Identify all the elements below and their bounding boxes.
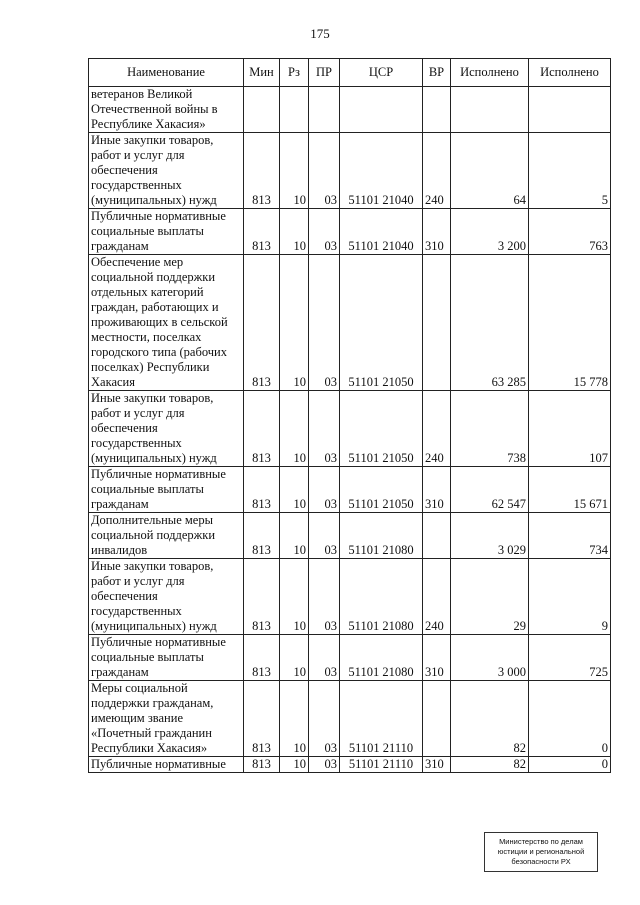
cell-min: 813 bbox=[244, 133, 280, 209]
cell-executed-2: 725 bbox=[529, 635, 611, 681]
cell-csr: 51101 21050 bbox=[340, 391, 423, 467]
cell-pr: 03 bbox=[309, 559, 340, 635]
cell-name: Дополнительные меры социальной поддержки инвалидов bbox=[89, 513, 244, 559]
cell-rz: 10 bbox=[280, 635, 309, 681]
cell-csr: 51101 21080 bbox=[340, 513, 423, 559]
cell-executed-2 bbox=[529, 87, 611, 133]
cell-executed-2: 763 bbox=[529, 209, 611, 255]
table-row bbox=[89, 467, 611, 513]
table-row bbox=[89, 87, 611, 133]
cell-executed-1: 3 029 bbox=[451, 513, 529, 559]
cell-min bbox=[244, 87, 280, 133]
header-csr: ЦСР bbox=[340, 59, 423, 87]
cell-csr: 51101 21080 bbox=[340, 635, 423, 681]
cell-vr: 240 bbox=[423, 559, 451, 635]
table-row bbox=[89, 635, 611, 681]
table-body bbox=[89, 87, 611, 773]
cell-min: 813 bbox=[244, 681, 280, 757]
stamp-line: Министерство по делам bbox=[499, 837, 583, 846]
cell-name: Публичные нормативные bbox=[89, 757, 244, 773]
cell-name: Публичные нормативные социальные выплаты гражданам bbox=[89, 635, 244, 681]
cell-executed-1: 82 bbox=[451, 757, 529, 773]
cell-executed-1: 63 285 bbox=[451, 255, 529, 391]
table-row bbox=[89, 681, 611, 757]
table-header-row bbox=[89, 59, 611, 87]
cell-pr: 03 bbox=[309, 757, 340, 773]
table-row bbox=[89, 255, 611, 391]
cell-executed-1 bbox=[451, 87, 529, 133]
registration-stamp bbox=[484, 832, 598, 872]
cell-pr: 03 bbox=[309, 209, 340, 255]
cell-vr: 310 bbox=[423, 467, 451, 513]
cell-csr: 51101 21050 bbox=[340, 467, 423, 513]
cell-vr: 240 bbox=[423, 133, 451, 209]
cell-pr bbox=[309, 87, 340, 133]
cell-min: 813 bbox=[244, 209, 280, 255]
cell-rz: 10 bbox=[280, 513, 309, 559]
header-pr: ПР bbox=[309, 59, 340, 87]
stamp-line: юстиции и региональной bbox=[497, 847, 585, 856]
cell-executed-2: 5 bbox=[529, 133, 611, 209]
cell-pr: 03 bbox=[309, 133, 340, 209]
cell-executed-2: 15 671 bbox=[529, 467, 611, 513]
cell-csr: 51101 21110 bbox=[340, 681, 423, 757]
cell-name: Иные закупки товаров, работ и услуг для обеспечения государственных (муниципальных) нужд bbox=[89, 559, 244, 635]
cell-csr: 51101 21080 bbox=[340, 559, 423, 635]
cell-csr: 51101 21040 bbox=[340, 133, 423, 209]
header-executed-2: Исполнено bbox=[529, 59, 611, 87]
cell-rz: 10 bbox=[280, 559, 309, 635]
header-rz: Рз bbox=[280, 59, 309, 87]
cell-executed-2: 107 bbox=[529, 391, 611, 467]
cell-rz: 10 bbox=[280, 391, 309, 467]
cell-min: 813 bbox=[244, 559, 280, 635]
cell-rz: 10 bbox=[280, 467, 309, 513]
cell-pr: 03 bbox=[309, 467, 340, 513]
cell-executed-1: 3 200 bbox=[451, 209, 529, 255]
cell-min: 813 bbox=[244, 513, 280, 559]
cell-rz: 10 bbox=[280, 757, 309, 773]
cell-vr bbox=[423, 681, 451, 757]
cell-csr: 51101 21040 bbox=[340, 209, 423, 255]
cell-vr bbox=[423, 513, 451, 559]
cell-rz bbox=[280, 87, 309, 133]
cell-vr: 310 bbox=[423, 209, 451, 255]
cell-min: 813 bbox=[244, 467, 280, 513]
cell-csr bbox=[340, 87, 423, 133]
table-row bbox=[89, 559, 611, 635]
budget-table bbox=[88, 58, 611, 773]
cell-min: 813 bbox=[244, 635, 280, 681]
cell-min: 813 bbox=[244, 391, 280, 467]
cell-name: Обеспечение мер социальной поддержки отдельных категорий граждан, работающих и проживающих в сельской местности, поселках городского типа (рабочих поселках) Республики Хакасия bbox=[89, 255, 244, 391]
page-number: 175 bbox=[310, 26, 330, 41]
table-row bbox=[89, 391, 611, 467]
cell-executed-1: 64 bbox=[451, 133, 529, 209]
cell-name: Иные закупки товаров, работ и услуг для обеспечения государственных (муниципальных) нужд bbox=[89, 391, 244, 467]
table-row bbox=[89, 209, 611, 255]
table-row bbox=[89, 513, 611, 559]
cell-vr: 240 bbox=[423, 391, 451, 467]
cell-vr bbox=[423, 87, 451, 133]
cell-name: Иные закупки товаров, работ и услуг для обеспечения государственных (муниципальных) нужд bbox=[89, 133, 244, 209]
cell-name: Меры социальной поддержки гражданам, имеющим звание «Почетный гражданин Республики Хакасия» bbox=[89, 681, 244, 757]
cell-name: ветеранов Великой Отечественной войны в Республике Хакасия» bbox=[89, 87, 244, 133]
cell-pr: 03 bbox=[309, 391, 340, 467]
cell-rz: 10 bbox=[280, 209, 309, 255]
cell-rz: 10 bbox=[280, 133, 309, 209]
cell-executed-2: 734 bbox=[529, 513, 611, 559]
cell-min: 813 bbox=[244, 255, 280, 391]
header-executed-1: Исполнено bbox=[451, 59, 529, 87]
header-min: Мин bbox=[244, 59, 280, 87]
header-vr: ВР bbox=[423, 59, 451, 87]
cell-min: 813 bbox=[244, 757, 280, 773]
header-name: Наименование bbox=[89, 59, 244, 87]
cell-vr: 310 bbox=[423, 635, 451, 681]
table-row bbox=[89, 133, 611, 209]
cell-pr: 03 bbox=[309, 513, 340, 559]
cell-executed-1: 82 bbox=[451, 681, 529, 757]
table-row bbox=[89, 757, 611, 773]
stamp-line: безопасности РХ bbox=[511, 857, 571, 866]
cell-executed-2: 0 bbox=[529, 757, 611, 773]
cell-name: Публичные нормативные социальные выплаты гражданам bbox=[89, 467, 244, 513]
cell-vr: 310 bbox=[423, 757, 451, 773]
cell-executed-2: 15 778 bbox=[529, 255, 611, 391]
cell-executed-1: 29 bbox=[451, 559, 529, 635]
cell-rz: 10 bbox=[280, 255, 309, 391]
cell-executed-2: 0 bbox=[529, 681, 611, 757]
cell-csr: 51101 21050 bbox=[340, 255, 423, 391]
cell-csr: 51101 21110 bbox=[340, 757, 423, 773]
cell-executed-2: 9 bbox=[529, 559, 611, 635]
cell-executed-1: 738 bbox=[451, 391, 529, 467]
cell-pr: 03 bbox=[309, 255, 340, 391]
cell-executed-1: 3 000 bbox=[451, 635, 529, 681]
cell-executed-1: 62 547 bbox=[451, 467, 529, 513]
cell-vr bbox=[423, 255, 451, 391]
cell-pr: 03 bbox=[309, 681, 340, 757]
cell-name: Публичные нормативные социальные выплаты гражданам bbox=[89, 209, 244, 255]
cell-rz: 10 bbox=[280, 681, 309, 757]
cell-pr: 03 bbox=[309, 635, 340, 681]
